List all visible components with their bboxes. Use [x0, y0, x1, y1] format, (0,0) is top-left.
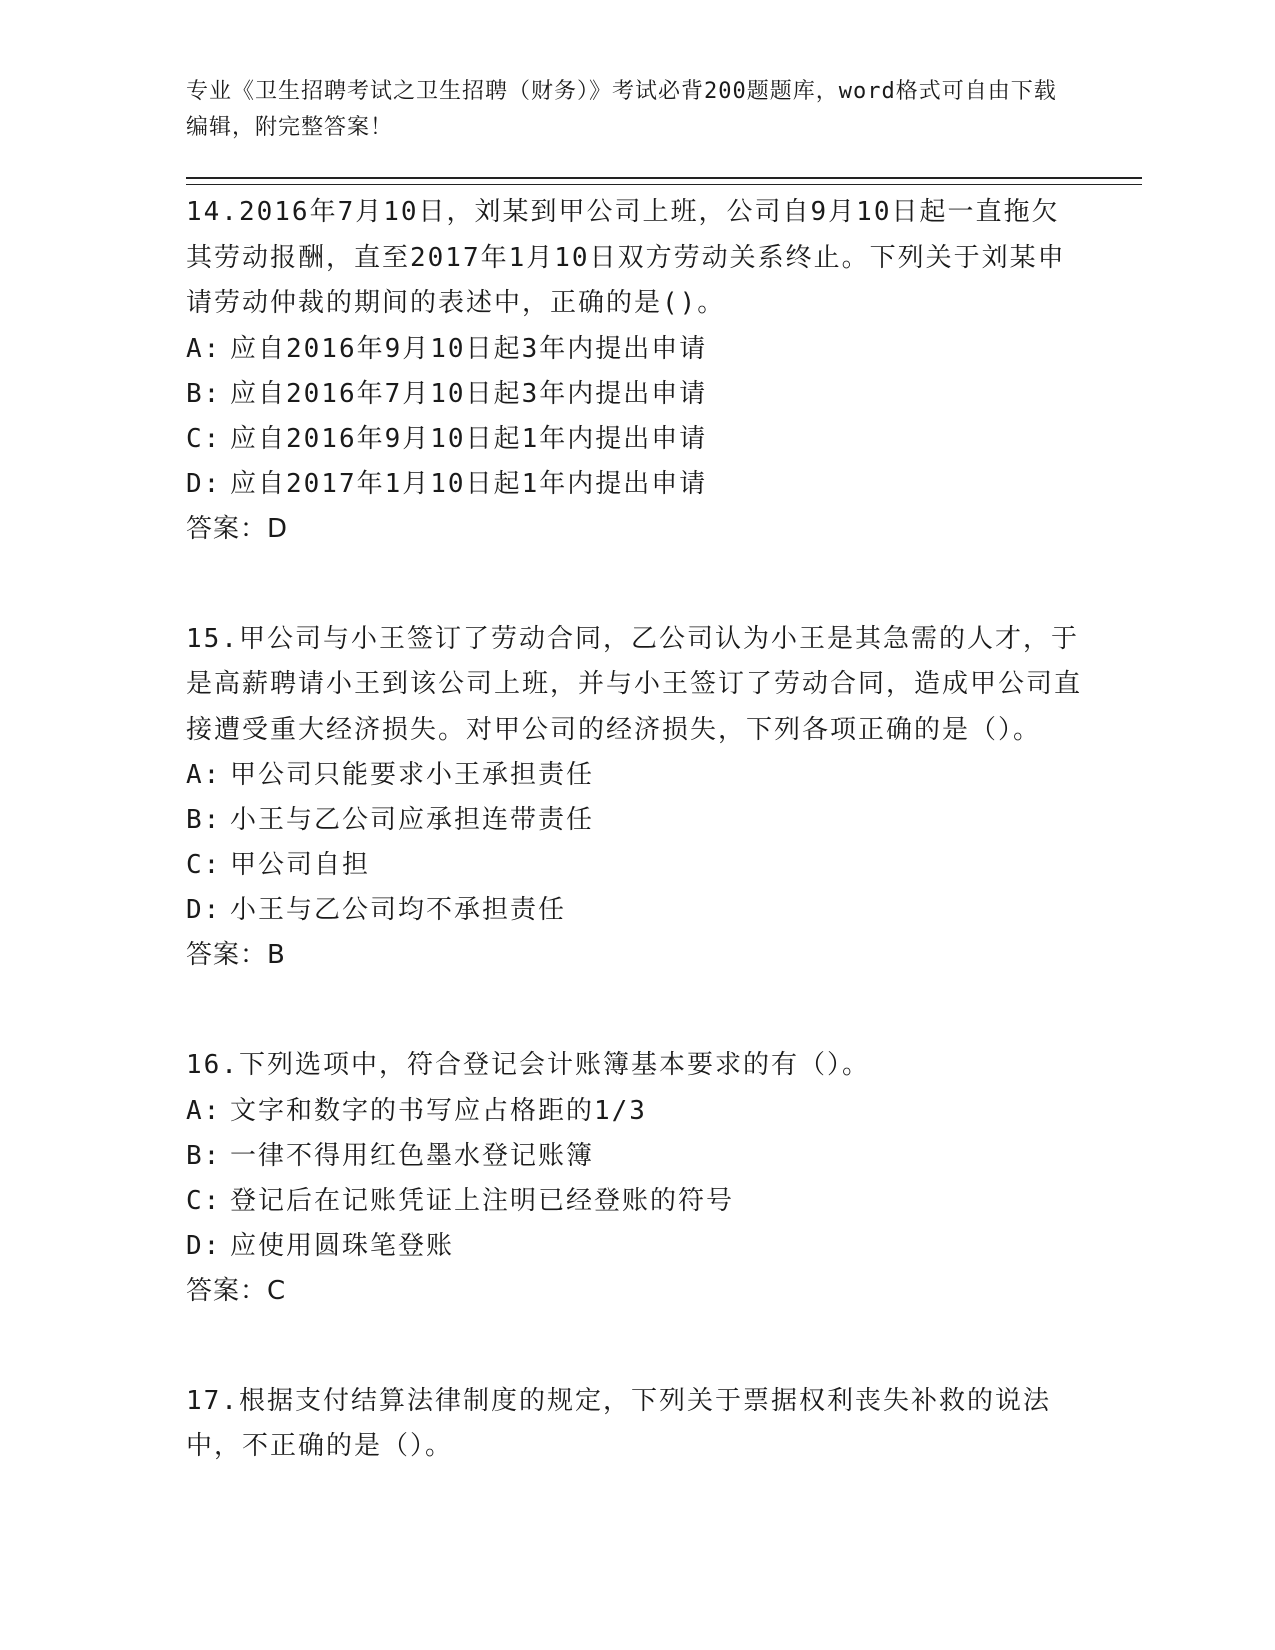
- option-c: [186, 417, 1086, 462]
- answer-line: 答案：D: [186, 513, 289, 544]
- option-b: [186, 798, 1086, 843]
- option-text: 小王与乙公司均不承担责任: [230, 895, 567, 925]
- option-text: 登记后在记账凭证上注明已经登账的符号: [230, 1185, 735, 1216]
- option-text: 甲公司自担: [230, 850, 371, 880]
- option-text: 甲公司只能要求小王承担责任: [230, 760, 595, 790]
- option-a: [186, 1089, 1086, 1134]
- option-b: [186, 1134, 1086, 1179]
- option-letter: B:: [186, 1140, 222, 1171]
- question-block: [186, 617, 1086, 978]
- option-letter: D:: [186, 468, 222, 499]
- option-text: 应自2016年9月10日起3年内提出申请: [230, 333, 708, 364]
- option-letter: D:: [186, 895, 222, 925]
- answer-line: 答案：B: [186, 940, 286, 970]
- question-spacer: [186, 551, 1086, 617]
- option-letter: B:: [186, 378, 222, 409]
- option-c: [186, 843, 1086, 888]
- question-block: [186, 1043, 1086, 1313]
- option-letter: D:: [186, 1230, 222, 1261]
- option-letter: A:: [186, 333, 222, 364]
- option-letter: A:: [186, 1095, 222, 1126]
- header-rule-thick: [186, 177, 1142, 179]
- question-stem: 16.下列选项中，符合登记会计账簿基本要求的有（）。: [186, 1050, 870, 1080]
- header-rule-thin: [186, 184, 1142, 185]
- option-letter: C:: [186, 423, 222, 454]
- question-spacer: [186, 977, 1086, 1043]
- option-a: [186, 753, 1086, 798]
- question-block: [186, 190, 1086, 551]
- option-text: 小王与乙公司应承担连带责任: [230, 805, 595, 835]
- question-stem: 15.甲公司与小王签订了劳动合同，乙公司认为小王是其急需的人才，于是高薪聘请小王到该公司上班，并与小王签订了劳动合同，造成甲公司直接遭受重大经济损失。对甲公司的经济损失，下列各项正确的是（）。: [186, 623, 1083, 745]
- option-letter: C:: [186, 850, 222, 880]
- option-letter: C:: [186, 1185, 222, 1216]
- option-d: [186, 888, 1086, 933]
- option-d: [186, 462, 1086, 507]
- option-text: 一律不得用红色墨水登记账簿: [230, 1140, 595, 1171]
- option-letter: B:: [186, 805, 222, 835]
- option-text: 应自2016年9月10日起1年内提出申请: [230, 423, 708, 454]
- option-text: 文字和数字的书写应占格距的1/3: [230, 1095, 647, 1126]
- document-header: 专业《卫生招聘考试之卫生招聘（财务）》考试必背200题题库，word格式可自由下载编辑，附完整答案！: [186, 79, 1057, 140]
- option-text: 应使用圆珠笔登账: [230, 1230, 455, 1261]
- question-list: [186, 190, 1086, 1470]
- question-stem: 14.2016年7月10日，刘某到甲公司上班，公司自9月10日起一直拖欠其劳动报酬，直至2017年1月10日双方劳动关系终止。下列关于刘某申请劳动仲裁的期间的表述中，正确的是()。: [186, 197, 1066, 318]
- question-block: [186, 1379, 1086, 1470]
- option-text: 应自2016年7月10日起3年内提出申请: [230, 378, 708, 409]
- question-stem: 17.根据支付结算法律制度的规定，下列关于票据权利丧失补救的说法中，不正确的是（）。: [186, 1385, 1051, 1461]
- option-a: [186, 327, 1086, 372]
- option-d: [186, 1224, 1086, 1269]
- answer-line: 答案：C: [186, 1275, 287, 1306]
- question-spacer: [186, 1313, 1086, 1379]
- option-c: [186, 1179, 1086, 1224]
- option-text: 应自2017年1月10日起1年内提出申请: [230, 468, 708, 499]
- option-b: [186, 372, 1086, 417]
- option-letter: A:: [186, 760, 222, 790]
